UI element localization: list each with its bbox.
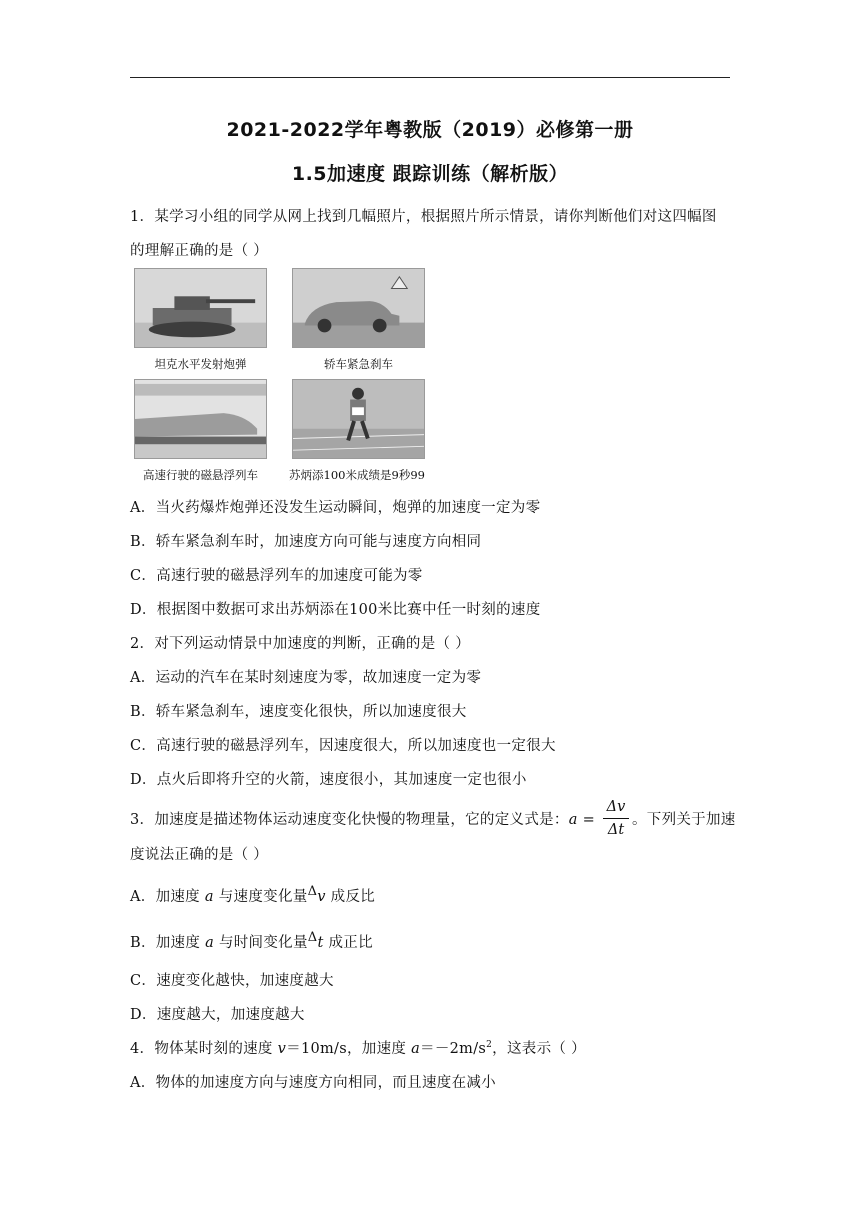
q1-stem-line1: 1．某学习小组的同学从网上找到几幅照片，根据照片所示情景，请你判断他们对这四幅图: [130, 209, 717, 225]
formula-denominator: Δt: [607, 822, 625, 838]
q3-option-b: [130, 931, 373, 952]
q3-option-b-delta-var: t: [317, 935, 324, 951]
q3-stem-post: 。下列关于加速: [631, 812, 736, 828]
q3-option-b-var: a: [205, 935, 215, 951]
q4-acceleration-value: ＝－2m/s: [420, 1041, 487, 1057]
q2-option-b: B．轿车紧急刹车，速度变化很快，所以加速度很大: [130, 704, 467, 720]
q3-option-b-post: 成正比: [323, 935, 373, 951]
document-title: 2021-2022学年粤教版（2019）必修第一册: [226, 119, 634, 141]
q2-stem: 2．对下列运动情景中加速度的判断，正确的是（ ）: [130, 636, 471, 652]
q4-stem: [130, 1037, 586, 1058]
fraction-bar: [603, 818, 629, 819]
acceleration-formula-fraction: [603, 798, 629, 839]
header-rule: [130, 77, 730, 78]
figure-caption-tank: 坦克水平发射炮弹: [154, 357, 247, 371]
q4-velocity-value: ＝10m/s，加速度: [286, 1041, 412, 1057]
delta-symbol: Δ: [307, 930, 318, 945]
q1-option-d: D．根据图中数据可求出苏炳添在100米比赛中任一时刻的速度: [130, 602, 541, 618]
q3-variable-a: a: [568, 812, 578, 828]
figure-caption-sprinter: 苏炳添100米成绩是9秒99: [289, 468, 425, 482]
q3-option-d: D．速度越大，加速度越大: [130, 1007, 305, 1023]
q3-stem-line2: 度说法正确的是（ ）: [130, 847, 269, 863]
q3-equals: =: [577, 812, 600, 828]
q4-velocity-var: v: [277, 1041, 287, 1057]
maglev-train-photo: [134, 379, 267, 459]
delta-symbol: Δ: [307, 884, 318, 899]
q3-stem-line1: [130, 808, 736, 829]
q3-stem-pre: 3．加速度是描述物体运动速度变化快慢的物理量，它的定义式是：: [130, 812, 569, 828]
document-subtitle: 1.5加速度 跟踪训练（解析版）: [291, 163, 569, 185]
q3-option-c: C．速度变化越快，加速度越大: [130, 973, 334, 989]
q3-option-b-mid: 与时间变化量: [214, 935, 308, 951]
q4-acceleration-var: a: [411, 1041, 421, 1057]
q3-option-a: [130, 885, 375, 906]
q2-option-c: C．高速行驶的磁悬浮列车，因速度很大，所以加速度也一定很大: [130, 738, 556, 754]
q4-stem-pre: 4．物体某时刻的速度: [130, 1041, 278, 1057]
tank-photo: [134, 268, 267, 348]
q4-option-a: A．物体的加速度方向与速度方向相同，而且速度在减小: [130, 1075, 496, 1091]
car-photo: [292, 268, 425, 348]
q1-option-b: B．轿车紧急刹车时，加速度方向可能与速度方向相同: [130, 534, 482, 550]
q1-stem-line2: 的理解正确的是（ ）: [130, 243, 269, 259]
q3-option-a-pre: A．加速度: [130, 889, 205, 905]
figure-caption-maglev: 高速行驶的磁悬浮列车: [143, 468, 258, 482]
figure-caption-car: 轿车紧急刹车: [324, 357, 393, 371]
q4-exponent: 2: [486, 1040, 493, 1051]
q3-option-a-post: 成反比: [325, 889, 376, 905]
sprinter-photo: [292, 379, 425, 459]
q4-stem-post: ，这表示（ ）: [492, 1041, 586, 1057]
formula-numerator: Δv: [606, 799, 626, 815]
q3-option-a-mid: 与速度变化量: [213, 889, 308, 905]
q3-option-a-delta-var: v: [317, 889, 326, 905]
q2-option-d: D．点火后即将升空的火箭，速度很小，其加速度一定也很小: [130, 772, 527, 788]
q2-option-a: A．运动的汽车在某时刻速度为零，故加速度一定为零: [130, 670, 482, 686]
q1-option-a: A．当火药爆炸炮弹还没发生运动瞬间，炮弹的加速度一定为零: [130, 500, 541, 516]
q3-option-a-var: a: [204, 889, 214, 905]
q1-option-c: C．高速行驶的磁悬浮列车的加速度可能为零: [130, 568, 423, 584]
q3-option-b-pre: B．加速度: [130, 935, 206, 951]
